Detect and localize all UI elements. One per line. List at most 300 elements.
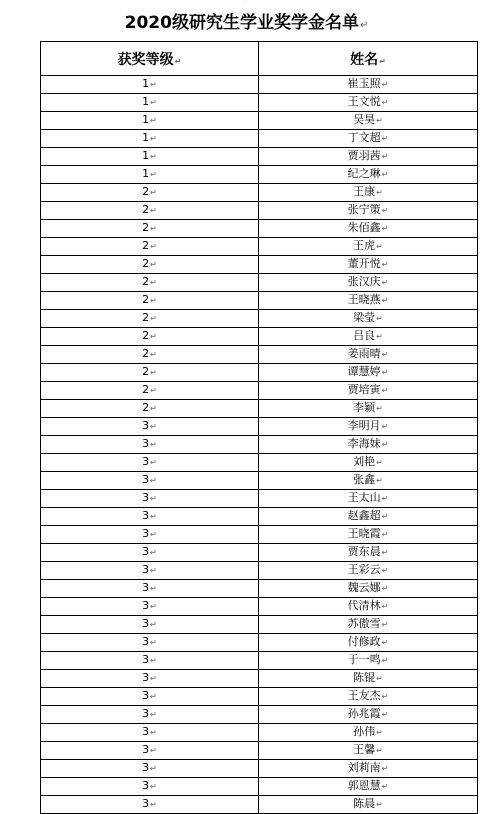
paragraph-mark-icon: ↵ [381,512,389,521]
paragraph-mark-icon: ↵ [150,512,157,521]
student-name-cell-text: 贾培寅 [347,383,381,396]
paragraph-mark-icon: ↵ [381,710,389,719]
paragraph-mark-icon: ↵ [381,170,389,179]
award-level-cell [41,346,259,364]
paragraph-mark-icon: ↵ [381,422,389,431]
paragraph-mark-icon: ↵ [150,620,157,629]
paragraph-mark-icon: ↵ [150,350,157,359]
paragraph-mark-icon: ↵ [381,638,389,647]
award-level-cell [41,400,259,418]
award-level-cell-text: 2 [142,275,150,288]
award-level-cell-text: 2 [142,347,150,360]
award-level-cell-text: 2 [142,401,150,414]
paragraph-mark-icon: ↵ [150,422,157,431]
student-name-cell [259,688,478,706]
paragraph-mark-icon: ↵ [359,20,369,31]
table-row [41,598,478,616]
paragraph-mark-icon: ↵ [379,56,386,66]
paragraph-mark-icon: ↵ [150,368,157,377]
paragraph-mark-icon: ↵ [381,368,389,377]
student-name-cell-text: 梁莹 [353,311,376,324]
award-level-cell [41,778,259,796]
table-body [41,76,478,814]
award-level-cell-text: 3 [142,707,150,720]
table-row [41,742,478,760]
paragraph-mark-icon: ↵ [150,530,157,539]
award-level-cell [41,418,259,436]
paragraph-mark-icon: ↵ [150,224,157,233]
table-row [41,706,478,724]
award-level-cell-text: 3 [142,473,150,486]
student-name-cell [259,166,478,184]
paragraph-mark-icon: ↵ [381,548,389,557]
award-level-cell [41,616,259,634]
paragraph-mark-icon: ↵ [150,332,157,341]
table-row [41,778,478,796]
student-name-cell-text: 贾羽茜 [347,149,381,162]
table-row [41,184,478,202]
award-level-cell [41,184,259,202]
student-name-cell [259,310,478,328]
student-name-cell-text: 纪之琳 [347,167,381,180]
award-level-cell-text: 3 [142,743,150,756]
student-name-cell-text: 张鑫 [353,473,376,486]
table-row [41,148,478,166]
student-name-cell [259,580,478,598]
table-row [41,490,478,508]
table-row [41,454,478,472]
paragraph-mark-icon: ↵ [376,314,383,323]
award-level-cell-text: 2 [142,257,150,270]
table-row [41,508,478,526]
award-level-cell-text: 3 [142,599,150,612]
award-level-cell [41,112,259,130]
student-name-cell [259,238,478,256]
student-name-cell [259,292,478,310]
award-level-cell-text: 1 [142,167,150,180]
student-name-cell-text: 付修政 [347,635,381,648]
paragraph-mark-icon: ↵ [381,584,389,593]
student-name-cell-text: 王彩云 [347,563,381,576]
paragraph-mark-icon: ↵ [150,170,157,179]
award-level-cell [41,292,259,310]
student-name-cell [259,256,478,274]
paragraph-mark-icon: ↵ [150,800,157,809]
paragraph-mark-icon: ↵ [381,692,389,701]
paragraph-mark-icon: ↵ [150,116,157,125]
award-level-cell [41,364,259,382]
table-row [41,292,478,310]
paragraph-mark-icon: ↵ [150,404,157,413]
award-level-cell-text: 2 [142,329,150,342]
student-name-cell [259,184,478,202]
student-name-cell-text: 丁文超 [347,131,381,144]
paragraph-mark-icon: ↵ [150,746,157,755]
student-name-cell-text: 谭慧婷 [347,365,381,378]
student-name-cell-text: 张汉庆 [347,275,381,288]
paragraph-mark-icon: ↵ [376,476,383,485]
table-row [41,346,478,364]
document-title-text: 2020级研究生学业奖学金名单 [124,13,359,33]
award-level-cell [41,598,259,616]
paragraph-mark-icon: ↵ [376,746,383,755]
paragraph-mark-icon: ↵ [376,404,383,413]
paragraph-mark-icon: ↵ [381,782,389,791]
paragraph-mark-icon: ↵ [381,530,389,539]
student-name-cell-text: 李海妹 [347,437,381,450]
table-header-row [41,42,478,76]
student-name-cell-text: 刘莉南 [347,761,381,774]
paragraph-mark-icon: ↵ [381,620,389,629]
paragraph-mark-icon: ↵ [381,224,389,233]
student-name-cell-text: 王太山 [347,491,381,504]
award-level-cell-text: 3 [142,761,150,774]
student-name-cell [259,112,478,130]
student-name-cell-text: 姜雨晴 [347,347,381,360]
paragraph-mark-icon: ↵ [381,656,389,665]
paragraph-mark-icon: ↵ [150,458,157,467]
award-level-cell-text: 3 [142,617,150,630]
table-row [41,76,478,94]
student-name-cell [259,94,478,112]
paragraph-mark-icon: ↵ [150,440,157,449]
award-level-cell-text: 1 [142,131,150,144]
paragraph-mark-icon: ↵ [381,566,389,575]
table-row [41,688,478,706]
student-name-cell-text: 王文悦 [347,95,381,108]
student-name-cell-text: 王晓燕 [347,293,381,306]
paragraph-mark-icon: ↵ [150,638,157,647]
award-level-cell-text: 3 [142,653,150,666]
award-level-cell-text: 3 [142,437,150,450]
student-name-cell-text: 王馨 [353,743,376,756]
student-name-cell [259,148,478,166]
student-name-cell [259,544,478,562]
award-level-cell [41,544,259,562]
award-level-cell-text: 2 [142,365,150,378]
award-level-cell [41,94,259,112]
student-name-cell [259,472,478,490]
award-level-cell-text: 2 [142,293,150,306]
student-name-cell-text: 贾东晨 [347,545,381,558]
paragraph-mark-icon: ↵ [381,386,389,395]
student-name-cell [259,742,478,760]
paragraph-mark-icon: ↵ [150,710,157,719]
award-level-cell-text: 2 [142,221,150,234]
student-name-cell-text: 董开悦 [347,257,381,270]
paragraph-mark-icon: ↵ [150,260,157,269]
student-name-cell [259,616,478,634]
paragraph-mark-icon: ↵ [174,56,182,66]
paragraph-mark-icon: ↵ [376,188,383,197]
student-name-cell-text: 王友杰 [347,689,381,702]
paragraph-mark-icon: ↵ [150,692,157,701]
table-row [41,328,478,346]
paragraph-mark-icon: ↵ [376,728,383,737]
award-level-cell [41,490,259,508]
paragraph-mark-icon: ↵ [381,260,389,269]
award-level-cell [41,328,259,346]
award-level-cell-text: 3 [142,455,150,468]
page-top-marker: · [244,0,246,6]
paragraph-mark-icon: ↵ [376,800,383,809]
paragraph-mark-icon: ↵ [381,134,389,143]
paragraph-mark-icon: ↵ [150,80,157,89]
student-name-cell [259,598,478,616]
table-row [41,202,478,220]
table-row [41,724,478,742]
student-name-cell-text: 王康 [353,185,376,198]
award-level-cell [41,508,259,526]
award-level-cell [41,670,259,688]
award-level-cell [41,562,259,580]
paragraph-mark-icon: ↵ [381,494,389,503]
paragraph-mark-icon: ↵ [381,602,389,611]
student-name-cell-text: 刘艳 [353,455,376,468]
student-name-cell [259,76,478,94]
paragraph-mark-icon: ↵ [150,188,157,197]
award-level-cell [41,706,259,724]
student-name-cell-text: 孙伟 [353,725,376,738]
student-name-cell-text: 朱佰鑫 [347,221,381,234]
student-name-cell-text: 吕良 [353,329,376,342]
header-award-level [41,42,259,76]
award-level-cell-text: 3 [142,671,150,684]
award-level-cell-text: 1 [142,95,150,108]
table-row [41,400,478,418]
award-level-cell-text: 3 [142,491,150,504]
award-level-cell [41,166,259,184]
student-name-cell-text: 于一鸣 [347,653,381,666]
table-row [41,238,478,256]
student-name-cell-text: 张宁策 [347,203,381,216]
table-row [41,418,478,436]
award-level-cell-text: 3 [142,509,150,522]
student-name-cell [259,706,478,724]
student-name-cell-text: 郭恩慧 [347,779,381,792]
award-level-cell [41,724,259,742]
award-level-cell [41,742,259,760]
table-row [41,670,478,688]
table-row [41,562,478,580]
table-row [41,544,478,562]
paragraph-mark-icon: ↵ [381,98,389,107]
paragraph-mark-icon: ↵ [150,278,157,287]
paragraph-mark-icon: ↵ [381,80,389,89]
paragraph-mark-icon: ↵ [381,278,389,287]
paragraph-mark-icon: ↵ [381,764,389,773]
student-name-cell-text: 陈锟 [353,671,376,684]
award-level-cell [41,382,259,400]
award-level-cell-text: 1 [142,77,150,90]
student-name-cell-text: 王晓霞 [347,527,381,540]
paragraph-mark-icon: ↵ [150,242,157,251]
award-level-cell [41,454,259,472]
table-row [41,220,478,238]
award-level-cell [41,274,259,292]
paragraph-mark-icon: ↵ [376,116,383,125]
header-award-level-text: 获奖等级 [117,51,174,68]
paragraph-mark-icon: ↵ [150,494,157,503]
student-name-cell-text: 赵鑫超 [347,509,381,522]
paragraph-mark-icon: ↵ [381,206,389,215]
award-level-cell-text: 3 [142,581,150,594]
award-level-cell [41,526,259,544]
table-row [41,580,478,598]
paragraph-mark-icon: ↵ [150,134,157,143]
table-row [41,760,478,778]
student-name-cell-text: 李明月 [347,419,381,432]
student-name-cell-text: 孙兆霞 [347,707,381,720]
award-level-cell-text: 1 [142,149,150,162]
table-row [41,382,478,400]
award-level-cell [41,472,259,490]
paragraph-mark-icon: ↵ [150,296,157,305]
table-row [41,616,478,634]
award-level-cell [41,436,259,454]
table-row [41,436,478,454]
award-level-cell-text: 3 [142,419,150,432]
award-level-cell-text: 3 [142,779,150,792]
paragraph-mark-icon: ↵ [381,296,389,305]
student-name-cell-text: 苏傲雪 [347,617,381,630]
table-row [41,130,478,148]
paragraph-mark-icon: ↵ [381,350,389,359]
award-level-cell-text: 1 [142,113,150,126]
award-level-cell-text: 3 [142,527,150,540]
award-level-cell-text: 3 [142,545,150,558]
paragraph-mark-icon: ↵ [150,602,157,611]
paragraph-mark-icon: ↵ [150,476,157,485]
paragraph-mark-icon: ↵ [150,386,157,395]
award-level-cell [41,688,259,706]
award-level-cell-text: 3 [142,563,150,576]
student-name-cell [259,652,478,670]
student-name-cell [259,274,478,292]
award-level-cell-text: 2 [142,203,150,216]
paragraph-mark-icon: ↵ [150,566,157,575]
student-name-cell [259,346,478,364]
award-level-cell [41,202,259,220]
award-level-cell-text: 2 [142,311,150,324]
paragraph-mark-icon: ↵ [381,152,389,161]
table-row [41,796,478,814]
paragraph-mark-icon: ↵ [150,728,157,737]
paragraph-mark-icon: ↵ [150,764,157,773]
award-level-cell-text: 2 [142,185,150,198]
student-name-cell [259,454,478,472]
award-level-cell [41,256,259,274]
student-name-cell [259,382,478,400]
award-level-cell [41,310,259,328]
document-title [0,10,493,39]
award-level-cell [41,634,259,652]
award-level-cell [41,760,259,778]
paragraph-mark-icon: ↵ [150,314,157,323]
award-level-cell-text: 3 [142,689,150,702]
student-name-cell [259,490,478,508]
award-level-cell-text: 3 [142,725,150,738]
award-level-cell-text: 3 [142,797,150,810]
student-name-cell-text: 李颖 [353,401,376,414]
student-name-cell [259,436,478,454]
paragraph-mark-icon: ↵ [150,206,157,215]
student-name-cell [259,724,478,742]
student-name-cell [259,634,478,652]
student-name-cell [259,562,478,580]
student-name-cell [259,670,478,688]
award-level-cell [41,796,259,814]
award-level-cell [41,76,259,94]
award-level-cell [41,220,259,238]
table-row [41,364,478,382]
student-name-cell-text: 魏云娜 [347,581,381,594]
award-level-cell [41,130,259,148]
scholarship-table [40,41,478,814]
table-row [41,112,478,130]
award-level-cell-text: 2 [142,239,150,252]
award-level-cell [41,652,259,670]
paragraph-mark-icon: ↵ [150,656,157,665]
table-row [41,274,478,292]
table-row [41,472,478,490]
paragraph-mark-icon: ↵ [376,242,383,251]
paragraph-mark-icon: ↵ [376,674,383,683]
table-row [41,310,478,328]
student-name-cell [259,364,478,382]
student-name-cell [259,760,478,778]
paragraph-mark-icon: ↵ [150,152,157,161]
student-name-cell [259,130,478,148]
table-row [41,526,478,544]
student-name-cell [259,418,478,436]
header-name-text: 姓名 [350,51,379,68]
student-name-cell-text: 陈晨 [353,797,376,810]
student-name-cell [259,220,478,238]
student-name-cell [259,202,478,220]
table-row [41,94,478,112]
student-name-cell [259,400,478,418]
student-name-cell [259,778,478,796]
award-level-cell-text: 2 [142,383,150,396]
paragraph-mark-icon: ↵ [381,440,389,449]
table-row [41,634,478,652]
award-level-cell [41,148,259,166]
paragraph-mark-icon: ↵ [150,98,157,107]
student-name-cell-text: 代清林 [347,599,381,612]
header-name [259,42,478,76]
student-name-cell [259,328,478,346]
student-name-cell-text: 王虎 [353,239,376,252]
student-name-cell-text: 吴昊 [353,113,376,126]
award-level-cell [41,238,259,256]
student-name-cell [259,508,478,526]
paragraph-mark-icon: ↵ [150,674,157,683]
award-level-cell [41,580,259,598]
student-name-cell-text: 崔玉照 [347,77,381,90]
student-name-cell [259,526,478,544]
paragraph-mark-icon: ↵ [150,584,157,593]
student-name-cell [259,796,478,814]
table-row [41,256,478,274]
paragraph-mark-icon: ↵ [150,782,157,791]
paragraph-mark-icon: ↵ [376,458,383,467]
table-row [41,166,478,184]
paragraph-mark-icon: ↵ [150,548,157,557]
paragraph-mark-icon: ↵ [376,332,383,341]
table-row [41,652,478,670]
award-level-cell-text: 3 [142,635,150,648]
